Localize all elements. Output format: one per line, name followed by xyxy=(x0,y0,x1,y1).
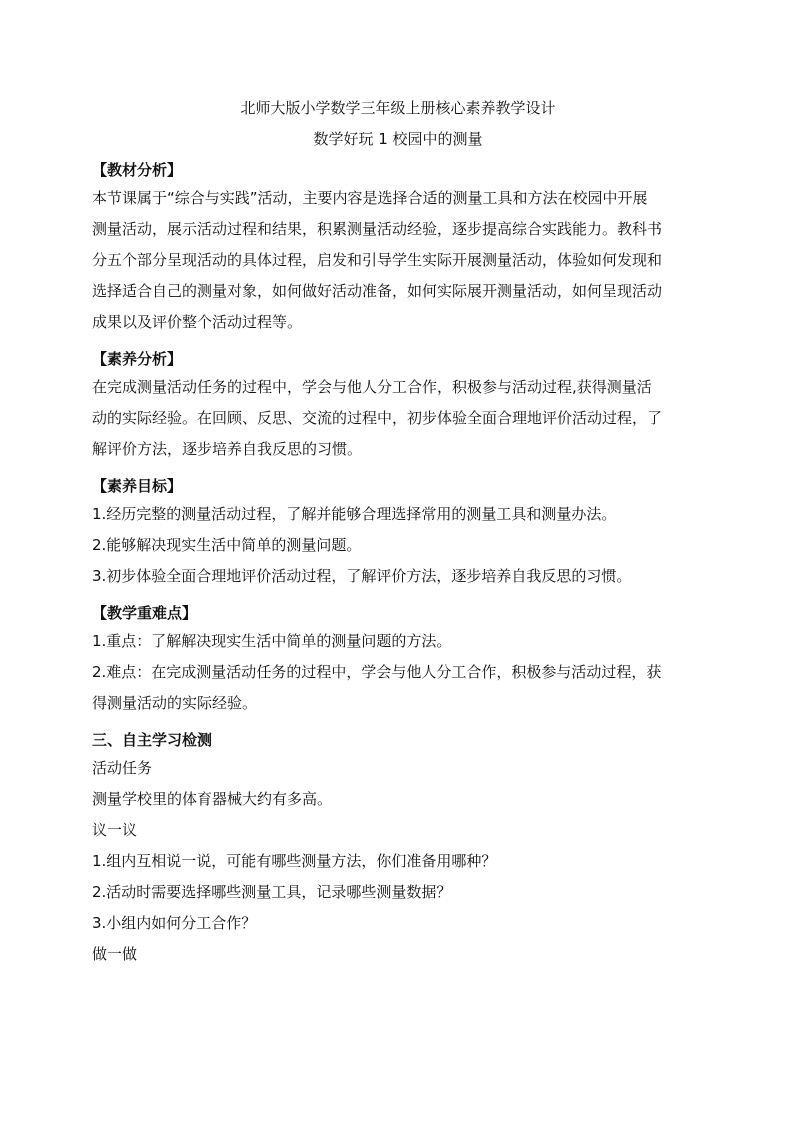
text-line: 本节课属于“综合与实践”活动，主要内容是选择合适的测量工具和方法在校园中开展 xyxy=(92,189,648,207)
text-line: 解评价方法，逐步培养自我反思的习惯。 xyxy=(92,440,363,458)
text-line: 得测量活动的实际经验。 xyxy=(92,694,258,712)
text-line: 测量活动，展示活动过程和结果，积累测量活动经验，逐步提高综合实践能力。教科书 xyxy=(92,220,663,238)
text-line: 2.能够解决现实生活中简单的测量问题。 xyxy=(92,536,362,554)
text-line: 分五个部分呈现活动的具体过程，启发和引导学生实际开展测量活动，体验如何发现和 xyxy=(92,251,663,269)
section-body-literacy-analysis xyxy=(92,372,704,465)
section-body-self-study-check xyxy=(92,753,704,970)
text-line: 2.难点：在完成测量活动任务的过程中，学会与他人分工合作，积极参与活动过程，获 xyxy=(92,663,662,681)
text-line: 1.组内互相说一说，可能有哪些测量方法，你们准备用哪种？ xyxy=(92,852,497,870)
text-line: 活动任务 xyxy=(92,759,153,777)
text-line: 议一议 xyxy=(92,821,138,839)
text-line: 做一做 xyxy=(92,945,138,963)
text-line: 2.活动时需要选择哪些测量工具，记录哪些测量数据？ xyxy=(92,883,452,901)
text-line: 3.小组内如何分工合作？ xyxy=(92,914,257,932)
text-line: 成果以及评价整个活动过程等。 xyxy=(92,313,303,331)
text-line: 1.经历完整的测量活动过程，了解并能够合理选择常用的测量工具和测量办法。 xyxy=(92,505,617,523)
section-heading-literacy-analysis: 【素养分析】 xyxy=(92,350,183,368)
section-heading-key-difficulties: 【教学重难点】 xyxy=(92,604,198,622)
document-subtitle: 数学好玩 1 校园中的测量 xyxy=(313,130,483,148)
text-line: 1.重点：了解解决现实生活中简单的测量问题的方法。 xyxy=(92,632,452,650)
section-body-literacy-goals xyxy=(92,499,704,592)
section-body-key-difficulties xyxy=(92,626,704,719)
text-line: 测量学校里的体育器械大约有多高。 xyxy=(92,790,333,808)
document-content xyxy=(92,98,704,970)
text-line: 选择适合自己的测量对象，如何做好活动准备，如何实际展开测量活动，如何呈现活动 xyxy=(92,282,663,300)
text-line: 在完成测量活动任务的过程中，学会与他人分工合作，积极参与活动过程,获得测量活 xyxy=(92,378,652,396)
section-heading-literacy-goals: 【素养目标】 xyxy=(92,477,183,495)
text-line: 动的实际经验。在回顾、反思、交流的过程中，初步体验全面合理地评价活动过程，了 xyxy=(92,409,663,427)
section-heading-self-study-check: 三、自主学习检测 xyxy=(92,731,213,749)
section-heading-textbook-analysis: 【教材分析】 xyxy=(92,161,183,179)
section-body-textbook-analysis xyxy=(92,183,704,338)
text-line: 3.初步体验全面合理地评价活动过程，了解评价方法，逐步培养自我反思的习惯。 xyxy=(92,567,632,585)
document-title: 北师大版小学数学三年级上册核心素养教学设计 xyxy=(240,99,556,117)
